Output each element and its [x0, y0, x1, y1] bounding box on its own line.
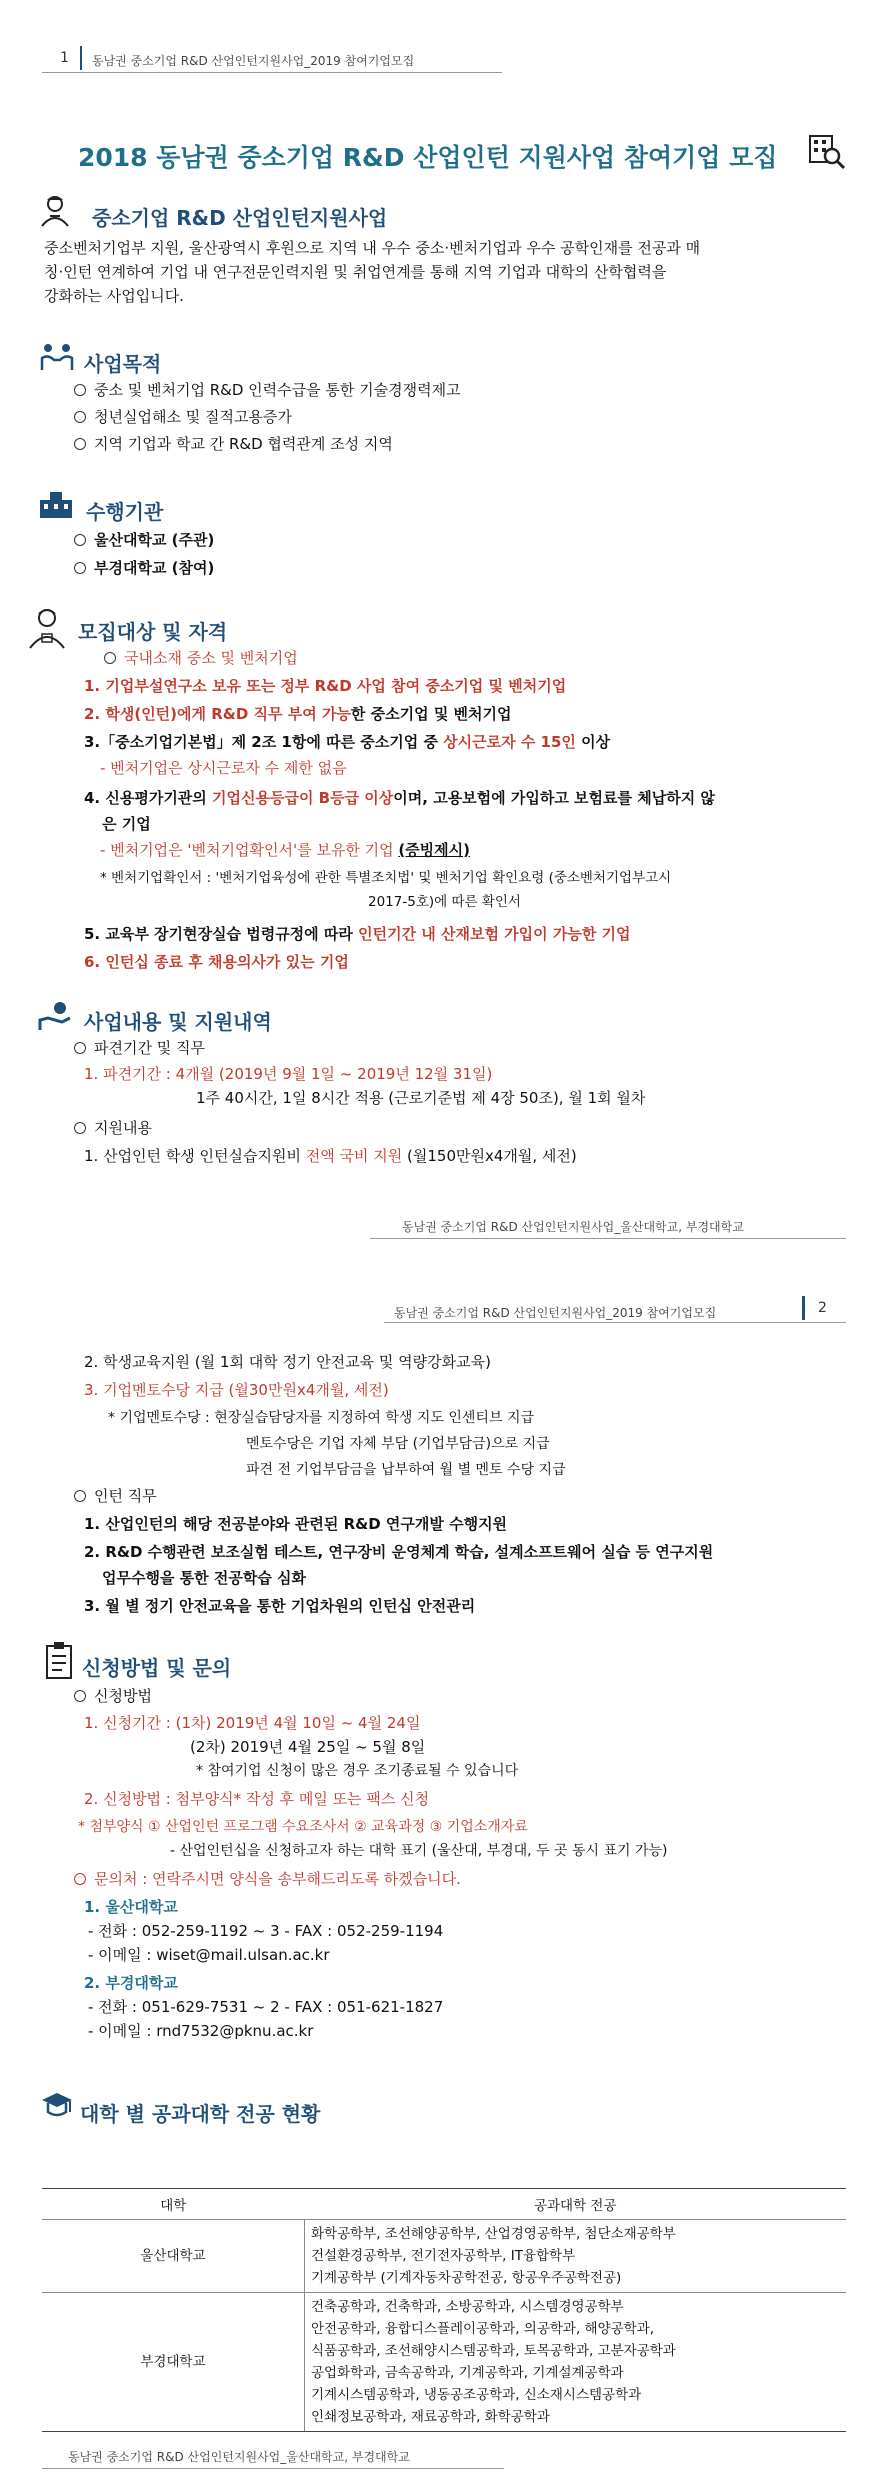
contact-email: - 이메일 : wiset@mail.ulsan.ac.kr: [88, 1946, 330, 1964]
header-rule: [384, 1322, 846, 1323]
header-bar: [80, 46, 82, 70]
major-line: 식품공학과, 조선해양시스템공학과, 토목공학과, 고분자공학과: [311, 2343, 676, 2359]
school-building-icon: [38, 490, 74, 524]
person-icon: [26, 604, 68, 654]
org-list: [74, 528, 214, 580]
eligibility-item: 2. 학생(인턴)에게 R&D 직무 부여 가능한 중소기업 및 벤처기업: [84, 705, 512, 723]
purpose-item: 지역 기업과 학교 간 R&D 협력관계 조성 지역: [74, 432, 461, 456]
org-heading: 수행기관: [86, 500, 164, 524]
table-row: [42, 2220, 846, 2293]
graduate-icon: [40, 2090, 74, 2126]
org-item: 울산대학교 (주관): [74, 528, 214, 552]
running-header: 동남권 중소기업 R&D 산업인턴지원사업_2019 참여기업모집: [394, 1306, 717, 1320]
purpose-item: 청년실업해소 및 질적고용증가: [74, 405, 461, 429]
duty-item: 3. 월 별 정기 안전교육을 통한 기업차원의 인턴십 안전관리: [84, 1597, 476, 1615]
apply-heading: 신청방법 및 문의: [82, 1656, 232, 1680]
attachment-note: - 산업인턴십을 신청하고자 하는 대학 표기 (울산대, 부경대, 두 곳 동시 표기 가능): [170, 1843, 668, 1859]
contact-phone: - 전화 : 052-259-1192 ~ 3 - FAX : 052-259-1194: [88, 1922, 444, 1940]
apply-period: 1. 신청기간 : (1차) 2019년 4월 10일 ~ 4월 24일: [84, 1714, 421, 1732]
eligibility-heading: 모집대상 및 자격: [78, 620, 228, 644]
support-content: [74, 1036, 864, 1168]
col-major-header: 공과대학 전공: [305, 2189, 847, 2220]
eligibility-item: 3.「중소기업기본법」제 2조 1항에 따른 중소기업 중 상시근로자 수 15인 이상: [84, 733, 611, 751]
eligibility-list: [84, 674, 864, 974]
eligibility-sub: 국내소재 중소 및 벤처기업: [104, 646, 298, 670]
uni-cell: 울산대학교: [42, 2220, 305, 2293]
eligibility-item: 4. 신용평가기관의 기업신용등급이 B등급 이상이며, 고용보험에 가입하고 보험료를 체납하지 않: [84, 789, 715, 807]
header-rule: [42, 72, 502, 73]
apply-section: [74, 1684, 874, 2043]
circle-bullet-icon: [74, 562, 86, 574]
majors-table: [42, 2188, 846, 2432]
header-bar: [802, 1296, 805, 1320]
running-header: 동남권 중소기업 R&D 산업인턴지원사업_2019 참여기업모집: [92, 54, 415, 68]
major-line: 기계시스템공학과, 냉동공조공학과, 신소재시스템공학과: [311, 2387, 642, 2403]
duty-label: 인턴 직무: [74, 1484, 874, 1508]
period-line: 1. 파견기간 : 4개월 (2019년 9월 1일 ~ 2019년 12월 31일): [84, 1065, 493, 1083]
table-row: [42, 2293, 846, 2432]
period-detail: 1주 40시간, 1일 8시간 적용 (근로기준법 제 4장 50조), 월 1회 월차: [196, 1089, 646, 1107]
apply-method: 2. 신청방법 : 첨부양식* 작성 후 메일 또는 팩스 신청: [84, 1790, 430, 1808]
apply-label: 신청방법: [74, 1684, 874, 1708]
purpose-list: [74, 378, 461, 456]
support-label: 지원내용: [74, 1116, 864, 1140]
page-number: 2: [818, 1300, 827, 1316]
eligibility-footnote: * 벤처기업확인서 : '벤처기업육성에 관한 특별조치법' 및 벤처기업 확인요령 (중소벤처기업부고시: [100, 870, 672, 886]
major-line: 안전공학과, 융합디스플레이공학과, 의공학과, 해양공학과,: [311, 2321, 655, 2337]
support-line: 3. 기업멘토수당 지급 (월30만원x4개월, 세전): [84, 1381, 389, 1399]
apply-note: * 참여기업 신청이 많은 경우 조기종료될 수 있습니다: [196, 1763, 519, 1779]
support-line: 1. 산업인턴 학생 인턴실습지원비 전액 국비 지원 (월150만원x4개월, 세전): [84, 1147, 577, 1165]
contact-phone: - 전화 : 051-629-7531 ~ 2 - FAX : 051-621-1827: [88, 1998, 444, 2016]
eligibility-item-cont: 은 기업: [102, 815, 151, 833]
uni-cell: 부경대학교: [42, 2293, 305, 2432]
circle-bullet-icon: [74, 1042, 86, 1054]
duty-section: [74, 1484, 874, 1618]
mentor-note: 파견 전 기업부담금을 납부하여 월 별 멘토 수당 지급: [246, 1462, 566, 1478]
support-label: 파견기간 및 직무: [74, 1036, 864, 1060]
circle-bullet-icon: [74, 1690, 86, 1702]
eligibility-note: - 벤처기업은 '벤처기업확인서'를 보유한 기업 (증빙제시): [100, 841, 470, 859]
duty-item: 1. 산업인턴의 해당 전공분야와 관련된 R&D 연구개발 수행지원: [84, 1515, 508, 1533]
eligibility-item: 6. 인턴십 종료 후 채용의사가 있는 기업: [84, 953, 349, 971]
table-header-row: [42, 2189, 846, 2220]
duty-item-cont: 업무수행을 통한 전공학습 심화: [102, 1569, 307, 1587]
contact-uni: 2. 부경대학교: [84, 1974, 178, 1992]
purpose-heading: 사업목적: [84, 352, 162, 376]
majors-cell: [305, 2220, 847, 2293]
duty-item: 2. R&D 수행관련 보조실험 테스트, 연구장비 운영체계 학습, 설계소프트웨어 실습 등 연구지원: [84, 1543, 714, 1561]
eligibility-note: - 벤처기업은 상시근로자 수 제한 없음: [100, 759, 347, 777]
attachment-note: * 첨부양식 ① 산업인턴 프로그램 수요조사서 ② 교육과정 ③ 기업소개자료: [78, 1819, 528, 1835]
intro-heading: 중소기업 R&D 산업인턴지원사업: [92, 206, 388, 230]
hand-money-icon: [38, 1000, 72, 1036]
page-number: 1: [60, 50, 69, 66]
contact-email: - 이메일 : rnd7532@pknu.ac.kr: [88, 2022, 314, 2040]
org-item: 부경대학교 (참여): [74, 556, 214, 580]
major-line: 건축공학과, 건축학과, 소방공학과, 시스템경영공학부: [311, 2299, 624, 2315]
building-search-icon: [806, 128, 846, 176]
support-continued: [84, 1350, 874, 1482]
circle-bullet-icon: [74, 411, 86, 423]
page-title: 2018 동남권 중소기업 R&D 산업인턴 지원사업 참여기업 모집: [78, 143, 778, 172]
eligibility-item: 1. 기업부설연구소 보유 또는 정부 R&D 사업 참여 중소기업 및 벤처기업: [84, 677, 567, 695]
circle-bullet-icon: [74, 384, 86, 396]
support-line: 2. 학생교육지원 (월 1회 대학 정기 안전교육 및 역량강화교육): [84, 1353, 491, 1371]
engineer-icon: [38, 192, 72, 232]
footer-rule: [370, 1238, 846, 1239]
mentor-note: 멘토수당은 기업 자체 부담 (기업부담금)으로 지급: [246, 1436, 550, 1452]
major-line: 공업화학과, 금속공학과, 기계공학과, 기계설계공학과: [311, 2365, 624, 2381]
support-heading: 사업내용 및 지원내역: [84, 1010, 272, 1034]
major-line: 화학공학부, 조선해양공학부, 산업경영공학부, 첨단소재공학부: [311, 2226, 676, 2242]
col-uni-header: 대학: [42, 2189, 305, 2220]
major-line: 기계공학부 (기계자동차공학전공, 항공우주공학전공): [311, 2270, 622, 2286]
page-footer: 동남권 중소기업 R&D 산업인턴지원사업_울산대학교, 부경대학교: [402, 1220, 744, 1234]
inquiry-line: 문의처 : 연락주시면 양식을 송부해드리도록 하겠습니다.: [74, 1867, 874, 1891]
circle-bullet-icon: [104, 652, 116, 664]
circle-bullet-icon: [74, 438, 86, 450]
footer-rule: [42, 2468, 504, 2469]
major-line: 인쇄정보공학과, 재료공학과, 화학공학과: [311, 2409, 550, 2425]
majors-heading: 대학 별 공과대학 전공 현황: [80, 2102, 321, 2126]
intro-line: 중소벤처기업부 지원, 울산광역시 후원으로 지역 내 우수 중소·벤처기업과 우수 공학인재를 전공과 매: [44, 239, 701, 257]
circle-bullet-icon: [74, 1873, 86, 1885]
mentor-note: * 기업멘토수당 : 현장실습담당자를 지정하여 학생 지도 인센티브 지급: [108, 1410, 534, 1426]
circle-bullet-icon: [74, 534, 86, 546]
circle-bullet-icon: [74, 1122, 86, 1134]
intro-text: [44, 236, 844, 308]
intro-line: 강화하는 사업입니다.: [44, 287, 184, 305]
purpose-item: 중소 및 벤처기업 R&D 인력수급을 통한 기술경쟁력제고: [74, 378, 461, 402]
apply-period-2: (2차) 2019년 4월 25일 ~ 5월 8일: [190, 1738, 426, 1756]
page-footer: 동남권 중소기업 R&D 산업인턴지원사업_울산대학교, 부경대학교: [68, 2450, 410, 2464]
clipboard-icon: [44, 1640, 74, 1684]
majors-cell: [305, 2293, 847, 2432]
handshake-icon: [40, 342, 74, 376]
circle-bullet-icon: [74, 1490, 86, 1502]
eligibility-item: 5. 교육부 장기현장실습 법령규정에 따라 인턴기간 내 산재보험 가입이 가능한 기업: [84, 925, 631, 943]
contact-uni: 1. 울산대학교: [84, 1898, 178, 1916]
major-line: 건설환경공학부, 전기전자공학부, IT융합학부: [311, 2248, 576, 2264]
eligibility-footnote: 2017-5호)에 따른 확인서: [368, 894, 521, 910]
intro-line: 칭·인턴 연계하여 기업 내 연구전문인력지원 및 취업연계를 통해 지역 기업과 대학의 산학협력을: [44, 263, 667, 281]
